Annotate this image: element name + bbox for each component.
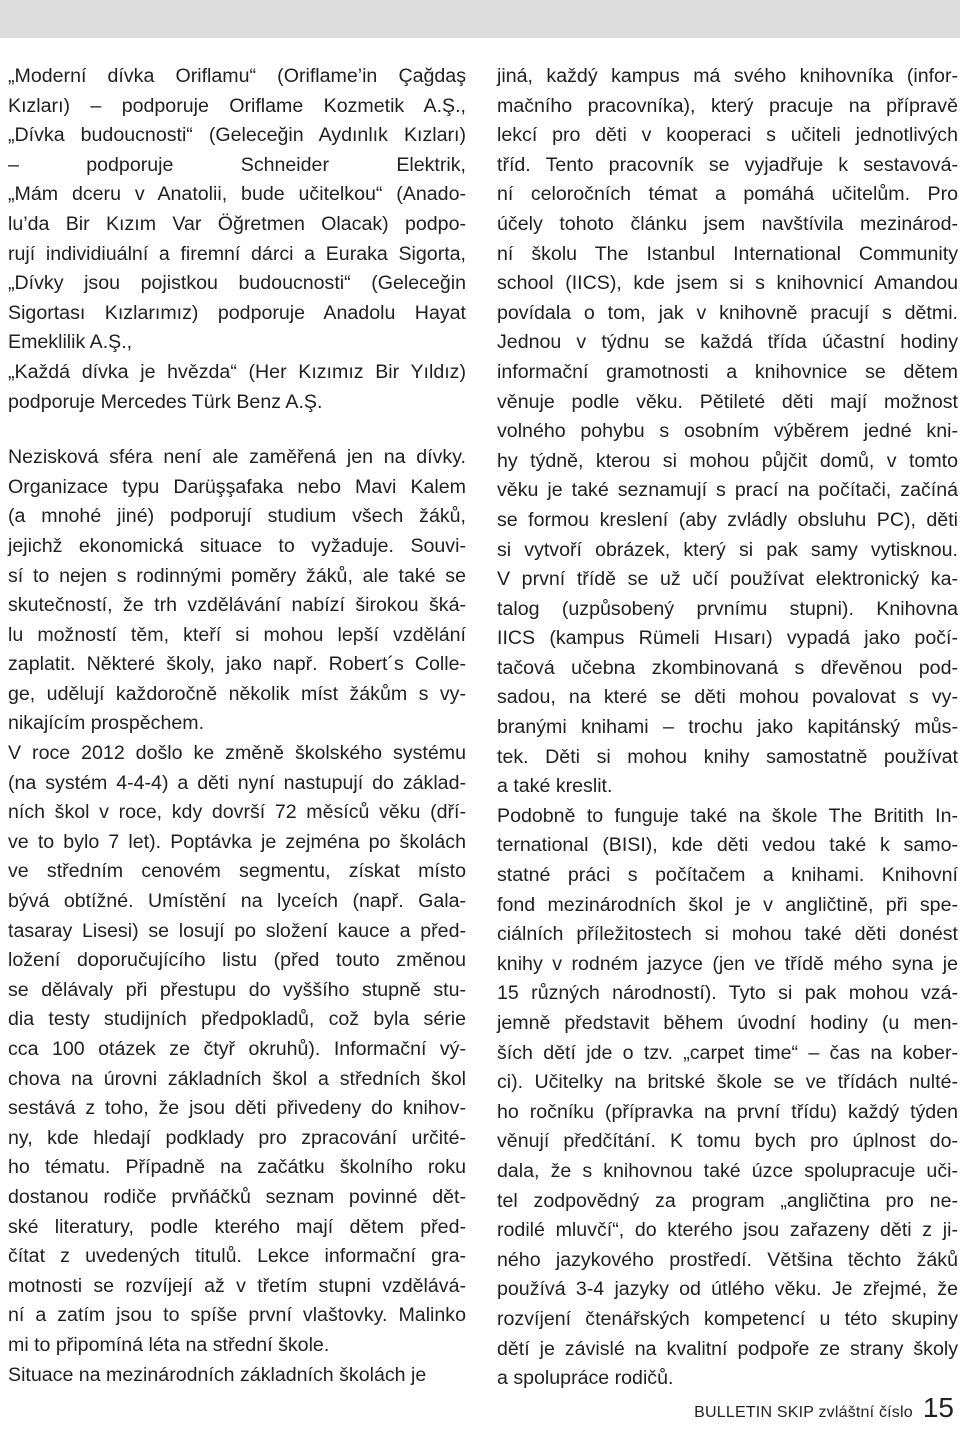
text-line: dala, že s knihovnou také úzce spolupracuje uči- xyxy=(497,1159,958,1182)
text-line: Nezisková sféra není ale zaměřená jen na dívky. xyxy=(8,446,466,469)
text-line: ních škol v roce, kdy dovrší 72 měsíců věku (dří- xyxy=(8,801,466,824)
text-line: Emeklilik A.Ş., xyxy=(8,331,133,354)
text-line: podporuje Mercedes Türk Benz A.Ş. xyxy=(8,390,323,413)
text-line: sestává z toho, že jsou děti přivedeny do knihov- xyxy=(8,1097,466,1120)
text-line: lu možností těm, kteří si mohou lepší vzdělání xyxy=(8,623,466,646)
text-line: a také kreslit. xyxy=(497,775,613,798)
right-column xyxy=(497,62,958,1394)
text-line: ho ročníku (přípravka na první třídu) každý týden xyxy=(497,1100,958,1123)
text-line: ní školu The Istanbul International Community xyxy=(497,242,958,265)
text-line: ložení doporučujícího listu (před touto změnou xyxy=(8,949,466,972)
text-line: ného jazykového prostředí. Většina těchto žáků xyxy=(497,1248,958,1271)
text-line: lekcí pro děti v kooperaci s učiteli jednotlivých xyxy=(497,124,958,147)
left-column xyxy=(8,62,466,1390)
text-line: sí to nejen s rodinnými poměry žáků, ale také se xyxy=(8,564,466,587)
text-line: ve to bylo 7 let). Poptávka je zejména po školách xyxy=(8,830,466,853)
text-line: tel zodpovědný za program „angličtina pro ne- xyxy=(497,1189,958,1212)
text-line: statné práci s počítačem a knihami. Knihovní xyxy=(497,864,958,887)
text-line: (a mnohé jiné) podporují studium všech žáků, xyxy=(8,505,466,528)
text-line: tek. Děti si mohou knihy samostatně používat xyxy=(497,745,958,768)
text-line: čítat z uvedených titulů. Lekce informační gra- xyxy=(8,1245,466,1268)
text-line: účely tohoto článku jsem navštívila mezinárod- xyxy=(497,212,958,235)
text-line: tasaray Lisesi) se losují po složení kauce a před- xyxy=(8,919,466,942)
text-line: ciálních příležitostech si mohou také děti donést xyxy=(497,923,958,946)
sponsorship-list xyxy=(8,62,466,417)
text-line: dětí je závislé na kvalitní podpoře ze strany školy xyxy=(497,1337,958,1360)
text-line: rují individiuální a firemní dárci a Euraka Sigorta, xyxy=(8,242,466,265)
text-line: a spolupráce rodičů. xyxy=(497,1367,674,1390)
text-line: dostanou rodiče prvňáčků seznam povinné dět- xyxy=(8,1185,466,1208)
text-line: povídala o tom, jak v knihovně pracují s dětmi. xyxy=(497,301,958,324)
text-line: zaplatit. Některé školy, jako např. Robert´s Colle- xyxy=(8,653,466,676)
left-body-text xyxy=(8,443,466,1390)
text-line: V roce 2012 došlo ke změně školského systému xyxy=(8,742,466,765)
text-line: jejichž ekonomická situace to vyžaduje. Souvi- xyxy=(8,534,466,557)
text-line: ské literatury, podle kterého mají dětem před- xyxy=(8,1215,466,1238)
text-line: rodilé mluvčí“, do kterého jsou zařazeny děti z ji- xyxy=(497,1219,958,1242)
text-line: věnuje podle věku. Pětileté děti mají možnost xyxy=(497,390,958,413)
text-line: – podporuje Schneider Elektrik, xyxy=(8,153,466,176)
text-line: tačová učebna zkombinovaná s dřevěnou pod- xyxy=(497,656,958,679)
text-line: „Moderní dívka Oriflamu“ (Oriflame’in Çağdaş xyxy=(8,65,466,87)
text-line: 15 různých národností). Tyto si pak mohou vzá- xyxy=(497,982,958,1005)
text-line: branými knihami – trochu jako kapitánský můs- xyxy=(497,716,958,739)
text-line: tříd. Tento pracovník se vyjadřuje k sestavová- xyxy=(497,153,958,176)
text-line: nikajícím prospěchem. xyxy=(8,712,205,735)
text-line: ho tématu. Případně na začátku školního roku xyxy=(8,1156,466,1179)
text-line: „Dívka budoucnosti“ (Geleceğin Aydınlık Kızları) xyxy=(8,124,466,147)
text-line: Jednou v týdnu se každá třída účastní hodiny xyxy=(497,331,958,354)
paragraph-gap xyxy=(8,417,466,443)
text-line: jemně představit během úvodní hodiny (u men- xyxy=(497,1012,958,1034)
text-line: Podobně to funguje také na škole The Britith In- xyxy=(497,804,958,827)
text-line: V první třídě se už učí používat elektronický ka- xyxy=(497,568,958,591)
text-line: knihy v rodném jazyce (jen ve třídě mého syna je xyxy=(497,952,958,975)
right-body-text xyxy=(497,62,958,1394)
text-line: Kızları) – podporuje Oriflame Kozmetik A.Ş., xyxy=(8,94,466,117)
text-line: mi to připomíná léta na střední škole. xyxy=(8,1333,330,1356)
text-line: Situace na mezinárodních základních školách je xyxy=(8,1363,427,1386)
text-line: ších dětí jde o tzv. „carpet time“ – čas na kober- xyxy=(497,1041,958,1064)
page-footer xyxy=(694,1392,954,1424)
text-line: cca 100 otázek ze čtyř okruhů). Informační vý- xyxy=(8,1038,466,1060)
text-line: chova na úrovni základních škol a středních škol xyxy=(8,1067,466,1090)
page-number: 15 xyxy=(922,1392,954,1423)
text-line: Organizace typu Darüşşafaka nebo Mavi Kalem xyxy=(8,475,466,498)
text-line: se formou kreslení (aby zvládly obsluhu PC), děti xyxy=(497,508,958,531)
text-line: skutečností, že trh vzdělávání nabízí širokou šká- xyxy=(8,594,466,617)
text-line: ní celoročních témat a pomáhá učitelům. Pro xyxy=(497,183,958,206)
header-bar xyxy=(0,0,960,38)
text-line: hy týdně, kterou si mohou půjčit domů, v tomto xyxy=(497,449,958,472)
text-line: používá 3-4 jazyky od útlého věku. Je zřejmé, že xyxy=(497,1278,958,1301)
text-line: dia testy studijních předpokladů, což byla série xyxy=(8,1008,466,1031)
text-line: motnosti se rozvíjejí až v třetím stupni vzdělává- xyxy=(8,1274,466,1297)
text-line: informační gramotnosti a knihovnice se dětem xyxy=(497,360,958,383)
text-line: „Každá dívka je hvězda“ (Her Kızımız Bir Yıldız) xyxy=(8,360,466,383)
text-line: jiná, každý kampus má svého knihovníka (infor- xyxy=(497,65,958,87)
text-line: věnují předčítání. K tomu bych pro úplnost do- xyxy=(497,1130,958,1153)
text-line: volného pohybu s osobním výběrem jedné kni- xyxy=(497,420,958,443)
text-line: ny, kde hledají podklady pro zpracování určité- xyxy=(8,1126,466,1149)
text-line: mačního pracovníka), který pracuje na přípravě xyxy=(497,94,958,117)
text-line: rozvíjení čtenářských kompetencí u této skupiny xyxy=(497,1307,958,1330)
text-line: věku je také seznamují s prací na počítači, začíná xyxy=(497,479,958,502)
text-line: ní a zatím jsou to spíše první vlaštovky. Malinko xyxy=(8,1304,466,1327)
text-line: ve středním cenovém segmentu, získat místo xyxy=(8,860,466,883)
text-line: IICS (kampus Rümeli Hısarı) vypadá jako počí- xyxy=(497,627,958,650)
text-line: ternational (BISI), kde děti vedou také k samo- xyxy=(497,834,958,857)
text-line: ci). Učitelky na britské škole se ve třídách nulté- xyxy=(497,1071,958,1094)
text-line: lu’da Bir Kızım Var Öğretmen Olacak) podpo- xyxy=(8,212,466,235)
text-line: Sigortası Kızlarımız) podporuje Anadolu Hayat xyxy=(8,301,466,324)
text-line: si vytvoří obrázek, který si pak samy vytisknou. xyxy=(497,538,958,561)
text-line: fond mezinárodních škol je v angličtině, při spe- xyxy=(497,893,958,916)
publication-name: BULLETIN SKIP zvláštní číslo xyxy=(694,1404,913,1421)
text-line: „Dívky jsou pojistkou budoucnosti“ (Geleceğin xyxy=(8,272,466,295)
text-line: bývá obtížné. Umístění na lyceích (např. Gala- xyxy=(8,890,466,913)
text-line: se dělávaly při přestupu do vyššího stupně stu- xyxy=(8,978,466,1001)
text-line: (na systém 4-4-4) a děti nyní nastupují do základ- xyxy=(8,771,466,794)
text-line: sadou, na které se děti mohou povalovat s vy- xyxy=(497,686,958,709)
text-line: „Mám dceru v Anatolii, bude učitelkou“ (Anado- xyxy=(8,183,466,206)
text-line: school (IICS), kde jsem si s knihovnicí Amandou xyxy=(497,272,958,295)
text-line: ge, udělují každoročně několik míst žákům s vy- xyxy=(8,682,466,705)
text-line: talog (uzpůsobený prvnímu stupni). Knihovna xyxy=(497,597,958,620)
